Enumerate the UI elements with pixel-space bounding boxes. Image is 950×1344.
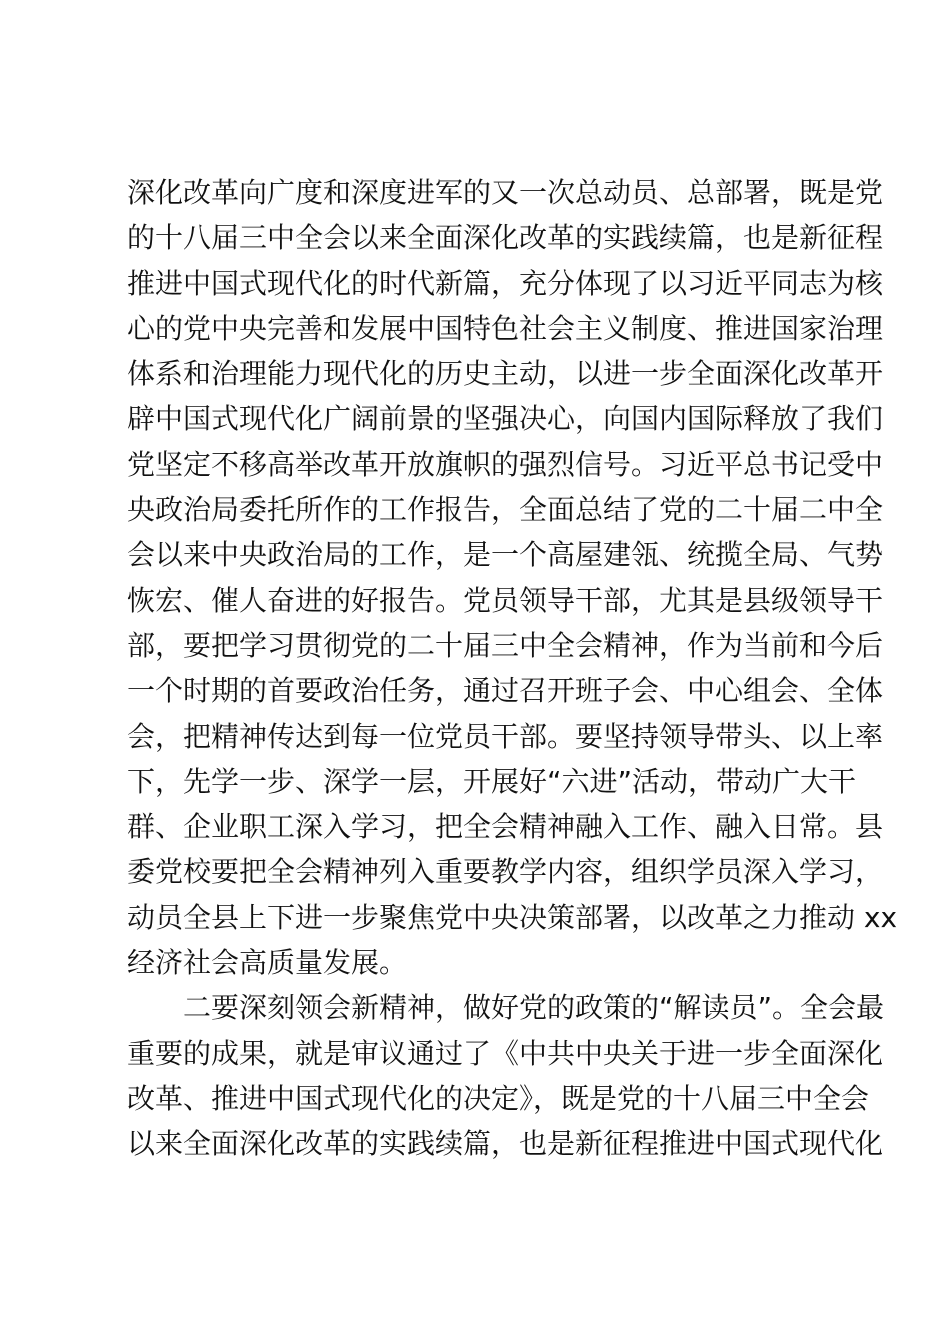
- text-line: 的十八届三中全会以来全面深化改革的实践续篇，也是新征程: [127, 221, 884, 255]
- text-line: 党坚定不移高举改革开放旗帜的强烈信号。习近平总书记受中: [127, 447, 884, 481]
- text-line: 一个时期的首要政治任务，通过召开班子会、中心组会、全体: [127, 674, 884, 708]
- text-line: 二要深刻领会新精神，做好党的政策的“解读员”。全会最: [183, 991, 885, 1025]
- text-line: 辟中国式现代化广阔前景的坚强决心，向国内国际释放了我们: [127, 402, 884, 436]
- text-line: 央政治局委托所作的工作报告，全面总结了党的二十届二中全: [127, 493, 884, 527]
- paragraph-1: [127, 170, 898, 985]
- text-line: 会以来中央政治局的工作，是一个高屋建瓴、统揽全局、气势: [127, 538, 884, 572]
- text-line: 以来全面深化改革的实践续篇，也是新征程推进中国式现代化: [127, 1127, 884, 1161]
- text-line: 经济社会高质量发展。: [127, 946, 408, 980]
- text-line: 心的党中央完善和发展中国特色社会主义制度、推进国家治理: [127, 311, 884, 345]
- text-line: 会，把精神传达到每一位党员干部。要坚持领导带头、以上率: [127, 719, 884, 753]
- text-line: 委党校要把全会精神列入重要教学内容，组织学员深入学习，: [127, 855, 884, 889]
- text-line: 下，先学一步、深学一层，开展好“六进”活动，带动广大干: [127, 764, 857, 798]
- text-line: 重要的成果，就是审议通过了《中共中央关于进一步全面深化: [127, 1036, 884, 1070]
- text-line: 体系和治理能力现代化的历史主动，以进一步全面深化改革开: [127, 357, 884, 391]
- text-line: 推进中国式现代化的时代新篇，充分体现了以习近平同志为核: [127, 266, 884, 300]
- text-line: 深化改革向广度和深度进军的又一次总动员、总部署，既是党: [127, 176, 884, 209]
- text-line: 动员全县上下进一步聚焦党中央决策部署，以改革之力推动 xx: [127, 900, 898, 934]
- text-line: 恢宏、催人奋进的好报告。党员领导干部，尤其是县级领导干: [127, 583, 884, 617]
- text-line: 群、企业职工深入学习，把全会精神融入工作、融入日常。县: [127, 810, 884, 844]
- text-line: 部，要把学习贯彻党的二十届三中全会精神，作为当前和今后: [127, 628, 884, 662]
- document-body: [127, 170, 898, 1167]
- text-line: 改革、推进中国式现代化的决定》，既是党的十八届三中全会: [127, 1081, 870, 1115]
- paragraph-2: [127, 985, 885, 1166]
